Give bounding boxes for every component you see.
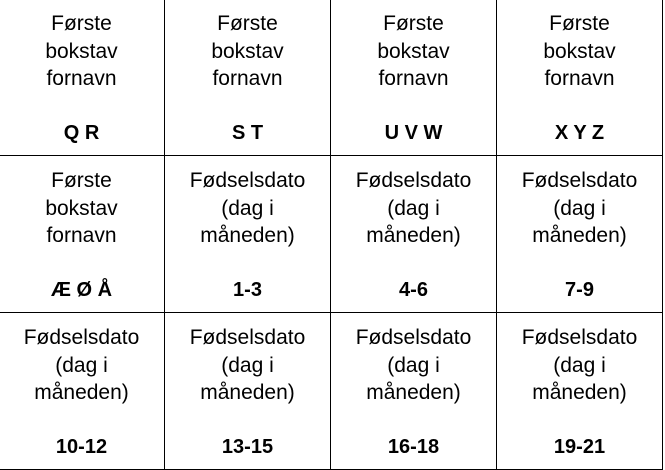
table-cell <box>331 0 497 156</box>
cell-description: Første bokstav fornavn <box>377 12 450 90</box>
cell-value: S T <box>231 122 264 144</box>
table-cell <box>497 156 663 313</box>
table-row <box>0 156 663 313</box>
table-cell <box>497 0 663 156</box>
cell-value: X Y Z <box>554 122 605 144</box>
cell-value: 19-21 <box>553 436 606 458</box>
cell-description: Fødselsdato (dag i måneden) <box>23 326 140 404</box>
table-cell <box>165 0 331 156</box>
cell-description: Fødselsdato (dag i måneden) <box>355 326 472 404</box>
table-row <box>0 0 663 156</box>
cell-description: Første bokstav fornavn <box>211 12 284 90</box>
cell-value: Æ Ø Å <box>50 279 113 301</box>
table-cell <box>165 313 331 470</box>
cell-value: 7-9 <box>565 279 594 301</box>
cell-description: Første bokstav fornavn <box>45 12 118 90</box>
table-row <box>0 313 663 470</box>
cell-value: 4-6 <box>399 279 428 301</box>
cell-description: Fødselsdato (dag i måneden) <box>521 326 638 404</box>
cell-value: 10-12 <box>55 436 108 458</box>
cell-description: Fødselsdato (dag i måneden) <box>189 169 306 247</box>
cell-description: Første bokstav fornavn <box>45 169 118 247</box>
cell-value: 13-15 <box>221 436 274 458</box>
table-cell <box>165 156 331 313</box>
table-cell <box>0 313 165 470</box>
cell-description: Første bokstav fornavn <box>543 12 616 90</box>
cell-value: Q R <box>63 122 100 144</box>
cell-description: Fødselsdato (dag i måneden) <box>521 169 638 247</box>
cell-value: U V W <box>384 122 443 144</box>
cell-description: Fødselsdato (dag i måneden) <box>355 169 472 247</box>
cell-description: Fødselsdato (dag i måneden) <box>189 326 306 404</box>
table-cell <box>0 0 165 156</box>
table-cell <box>331 313 497 470</box>
table-cell <box>0 156 165 313</box>
cell-value: 16-18 <box>387 436 440 458</box>
table-cell <box>331 156 497 313</box>
cell-value: 1-3 <box>233 279 262 301</box>
table-cell <box>497 313 663 470</box>
